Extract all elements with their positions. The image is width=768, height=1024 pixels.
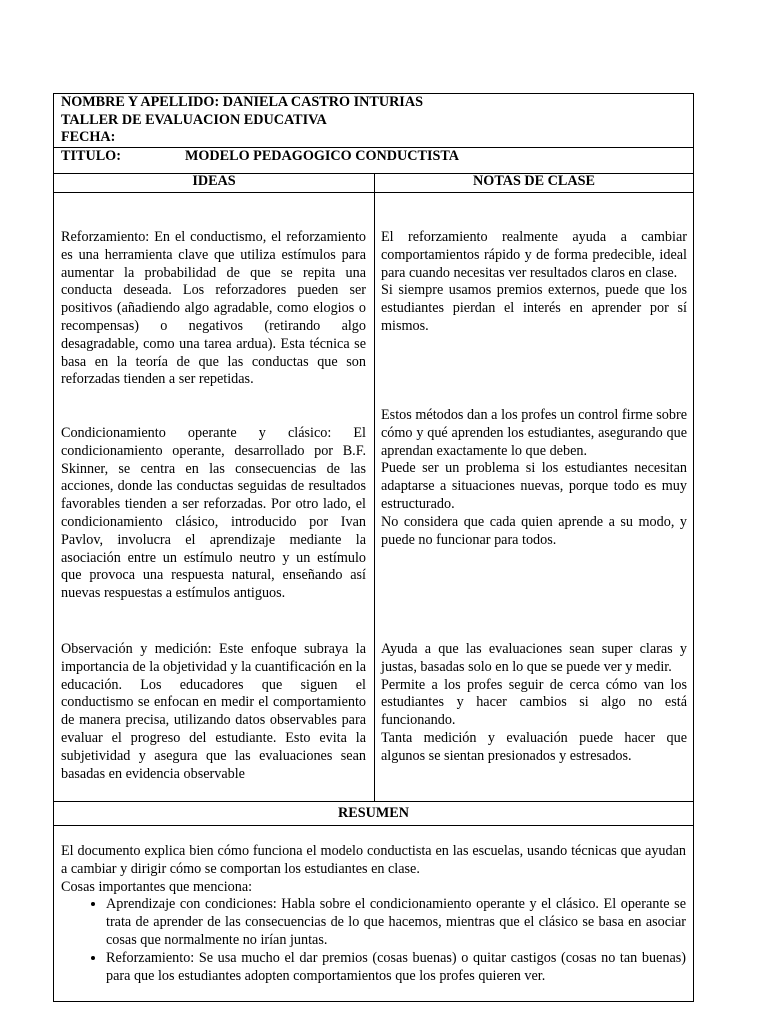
document-table <box>53 93 694 1002</box>
idea-paragraph: Reforzamiento: En el conductismo, el reforzamiento es una herramienta clave que utiliza estímulos para aumentar la probabilidad de que se repita una conducta deseada. Los reforzadores pueden ser positivos (añadiendo algo agradable, como elogios o recompensas) o negativos (retirando algo desagradable, como una tarea ardua). Esta técnica se basa en la teoría de que las conductas que son reforzadas tienden a ser repetidas. <box>61 229 366 388</box>
notes-column-header: NOTAS DE CLASE <box>375 173 693 193</box>
note-paragraph: El reforzamiento realmente ayuda a cambiar comportamientos rápido y de forma predecible, ideal para cuando necesitas ver resultados claros en clase. <box>381 229 687 281</box>
note-paragraph: No considera que cada quien aprende a su modo, y puede no funcionar para todos. <box>381 513 687 548</box>
idea-observacion <box>61 641 366 783</box>
title-label: TITULO: <box>61 148 121 164</box>
notes-column <box>375 192 693 801</box>
page-title: MODELO PEDAGOGICO CONDUCTISTA <box>185 148 460 164</box>
note-paragraph: Tanta medición y evaluación puede hacer que algunos se sientan presionados y estresados. <box>381 729 687 764</box>
summary-bullet-list <box>61 896 686 985</box>
note-paragraph: Ayuda a que las evaluaciones sean super claras y justas, basadas solo en lo que se puede ver y medir. <box>381 641 687 675</box>
ideas-column <box>54 192 375 801</box>
note-block-condicionamiento <box>381 407 687 549</box>
idea-paragraph: Condicionamiento operante y clásico: El condicionamiento operante, desarrollado por B.F. Skinner, se centra en las consecuencias de las acciones, donde las conductas seguidas de resultados favorables tienden a ser reforzadas. Por otro lado, el condicionamiento clásico, introducido por Ivan Pavlov, involucra el aprendizaje mediante la asociación entre un estímulo neutro y un estímulo que provoca una respuesta natural, enseñando así nuevas respuestas a estímulos antiguos. <box>61 425 366 602</box>
note-paragraph: Si siempre usamos premios externos, puede que los estudiantes pierdan el interés en aprender por sí mismos. <box>381 282 687 334</box>
summary-bullet: • Aprendizaje con condiciones: Habla sobre el condicionamiento operante y el clásico. El operante se trata de aprender de las consecuencias de lo que hacemos, mientras que el clásico se basa en asociar cosas que normalmente no irían juntas. <box>106 896 686 949</box>
note-block-reforzamiento <box>381 229 687 336</box>
title-row <box>54 147 693 174</box>
summary-bullet: • Reforzamiento: Se usa mucho el dar premios (cosas buenas) o quitar castigos (cosas no tan buenas) para que los estudiantes adopten comportamientos que los profes quieren ver. <box>106 950 686 986</box>
workshop-line: TALLER DE EVALUACION EDUCATIVA <box>61 111 327 128</box>
summary-intro: El documento explica bien cómo funciona el modelo conductista en las escuelas, usando técnicas que ayudan a cambiar y dirigir cómo se comportan los estudiantes en clase. <box>61 843 686 877</box>
note-paragraph: Puede ser un problema si los estudiantes necesitan adaptarse a situaciones nuevas, porque todo es muy estructurado. <box>381 460 687 512</box>
note-paragraph: Estos métodos dan a los profes un control firme sobre cómo y qué aprenden los estudiantes, asegurando que aprendan exactamente lo que deben. <box>381 407 687 459</box>
summary-heading: RESUMEN <box>54 801 693 826</box>
student-name-line: NOMBRE Y APELLIDO: DANIELA CASTRO INTURIAS <box>61 94 423 110</box>
header-block <box>54 94 693 148</box>
summary-lead: Cosas importantes que menciona: <box>61 878 253 895</box>
note-block-observacion <box>381 641 687 766</box>
idea-paragraph: Observación y medición: Este enfoque subraya la importancia de la objetividad y la cuantificación en la educación. Los educadores que siguen el conductismo se enfocan en medir el comportamiento de manera precisa, utilizando datos observables para evaluar el progreso del estudiante. Esto evita la subjetividad y asegura que las evaluaciones sean basadas en evidencia observable <box>61 641 366 782</box>
ideas-column-header: IDEAS <box>54 173 375 193</box>
summary-body <box>61 843 686 985</box>
date-line: FECHA: <box>61 129 116 145</box>
idea-reforzamiento <box>61 229 366 389</box>
note-paragraph: Permite a los profes seguir de cerca cómo van los estudiantes y hacer cambios si algo no está funcionando. <box>381 676 687 729</box>
idea-condicionamiento <box>61 425 366 603</box>
